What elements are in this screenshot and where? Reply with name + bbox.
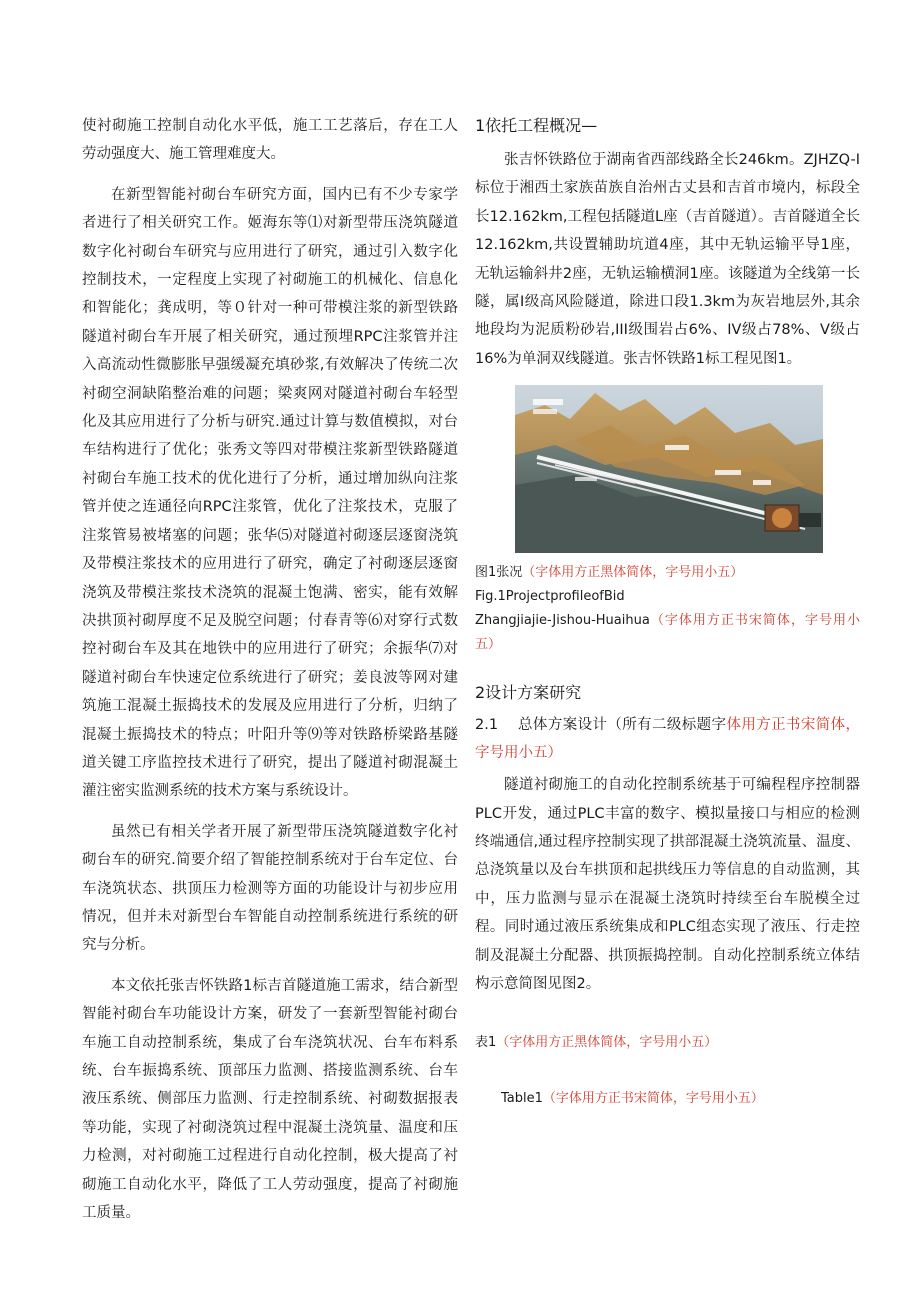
figure-1-english-line1: Fig.1ProjectprofileofBid bbox=[475, 589, 625, 605]
tunnel-profile-illustration bbox=[515, 385, 823, 553]
figure-1-caption-note: （字体用方正黑体简体，字号用小五） bbox=[522, 565, 744, 581]
section-1-heading: 1依托工程概况— bbox=[475, 116, 598, 135]
paragraph-research-gap: 虽然已有相关学者开展了新型带压浇筑隧道数字化衬砌台车的研究.简要介绍了智能控制系统对于台车定位、台车浇筑状态、拱顶压力检测等方面的功能设计与初步应用情况，但并未对新型台车智能自动控制系统进行系统的研究与分析。 bbox=[82, 823, 458, 954]
table-1-english-note: （字体用方正书宋简体，字号用小五） bbox=[542, 1090, 764, 1106]
table-1-english-caption bbox=[475, 1085, 860, 1113]
figure-1-english-text: Zhangjiajie-Jishou-Huaihua bbox=[475, 613, 650, 629]
table-1-caption bbox=[475, 1029, 860, 1057]
paragraph-intro-end: 使衬砌施工控制自动化水平低，施工工艺落后，存在工人劳动强度大、施工管理难度大。 bbox=[82, 118, 458, 163]
figure-1-english-note: （字体用方正书宋简体，字号用小五） bbox=[475, 613, 860, 653]
section-2-paragraph: 隧道衬砌施工的自动化控制系统基于可编程程序控制器PLC开发，通过PLC丰富的数字、模拟量接口与相应的检测终端通信,通过程序控制实现了拱部混凝土浇筑流量、温度、总浇筑量以及台车拱顶和起拱线压力等信息的自动监测，其中，压力监测与显示在混凝土浇筑时持续至台车脱模全过程。同时通过液压系统集成和PLC组态实现了液压、行走控制及混凝土分配器、拱顶振捣控制。自动化控制系统立体结构示意简图见图2。 bbox=[475, 777, 860, 993]
paragraph-this-paper: 本文依托张吉怀铁路1标吉首隧道施工需求，结合新型智能衬砌台车功能设计方案，研发了一套新型智能衬砌台车施工自动控制系统，集成了台车浇筑状况、台车布料系统、台车振捣系统、顶部压力监测、搭接监测系统、台车液压系统、侧部压力监测、行走控制系统、衬砌数据报表等功能，实现了衬砌浇筑过程中混凝土浇筑量、温度和压力检测，对衬砌施工过程进行自动化控制，极大提高了衬砌施工自动化水平，降低了工人劳动强度，提高了衬砌施工质量。 bbox=[82, 977, 458, 1222]
table-1-english-label: Table1 bbox=[501, 1090, 543, 1106]
paragraph-related-research: 在新型智能衬砌台车研究方面，国内已有不少专家学者进行了相关研究工作。姬海东等⑴对新型带压浇筑隧道数字化衬砌台车研究与应用进行了研究，通过引入数字化控制技术，一定程度上实现了衬砌施工的机械化、信息化和智能化；龚成明，等０针对一种可带模注浆的新型铁路隧道衬砌台车开展了相关研究，通过预埋RPC注浆管并注入高流动性微膨胀早强缓凝充填砂浆,有效解决了传统二次衬砌空洞缺陷整治难的问题；梁爽网对隧道衬砌台车轻型化及其应用进行了分析与研究.通过计算与数值模拟，对台车结构进行了优化；张秀文等四对带模注浆新型铁路隧道衬砌台车施工技术的优化进行了分析，通过增加纵向注浆管并使之连通径向RPC注浆管，优化了注浆技术，克服了注浆管易被堵塞的问题；张华⑸对隧道衬砌逐层逐窗浇筑及带模注浆技术的应用进行了研究，确定了衬砌逐层逐窗浇筑及带模注浆技术浇筑的混凝土饱满、密实，能有效解决拱顶衬砌厚度不足及脱空问题；付春青等⑹对穿行式数控衬砌台车及其在地铁中的应用进行了研究；余振华⑺对隧道衬砌台车快速定位系统进行了研究；姜良波等网对建筑施工混凝土振捣技术的发展及应用进行了分析，归纳了混凝土振捣技术的特点；叶阳升等⑼等对铁路桥梁路基隧道关键工序监控技术进行了研究，提出了隧道衬砌混凝土灌注密实监测系统的技术方案与系统设计。 bbox=[82, 186, 458, 800]
left-column bbox=[82, 112, 458, 1227]
section-1-paragraph: 张吉怀铁路位于湖南省西部线路全长246km。ZJHZQ-I标位于湘西土家族苗族自治州古丈县和吉首市境内，标段全长12.162km,工程包括隧道L座（吉首隧道）。吉首隧道全长12.162km,共设置辅助坑道4座，其中无轨运输平导1座，无轨运输斜井2座，无轨运输横洞1座。该隧道为全线第一长隧，属I级高风险隧道，除进口段1.3km为灰岩地层外,其余地段均为泥质粉砂岩,III级围岩占6%、IV级占78%、V级占16%为单洞双线隧道。张吉怀铁路1标工程见图1。 bbox=[475, 152, 860, 367]
figure-1-caption-text: 图1张况 bbox=[475, 565, 523, 581]
section-2-heading: 2设计方案研究 bbox=[475, 683, 582, 703]
subsection-2-1-number: 2.1 bbox=[475, 717, 499, 734]
figure-1-english-line2 bbox=[475, 609, 860, 657]
figure-1-caption bbox=[475, 561, 860, 585]
right-column bbox=[475, 112, 860, 1113]
table-1-note: （字体用方正黑体简体，字号用小五） bbox=[496, 1034, 718, 1050]
figure-1-tunnel-profile bbox=[515, 385, 823, 553]
subsection-2-1-note: 体用方正书宋简体，字号用小五） bbox=[475, 717, 861, 762]
subsection-2-1-title: 总体方案设计（所有二级标题字 bbox=[518, 717, 727, 734]
subsection-2-1-heading bbox=[475, 711, 860, 767]
table-1-label: 表1 bbox=[475, 1034, 497, 1050]
